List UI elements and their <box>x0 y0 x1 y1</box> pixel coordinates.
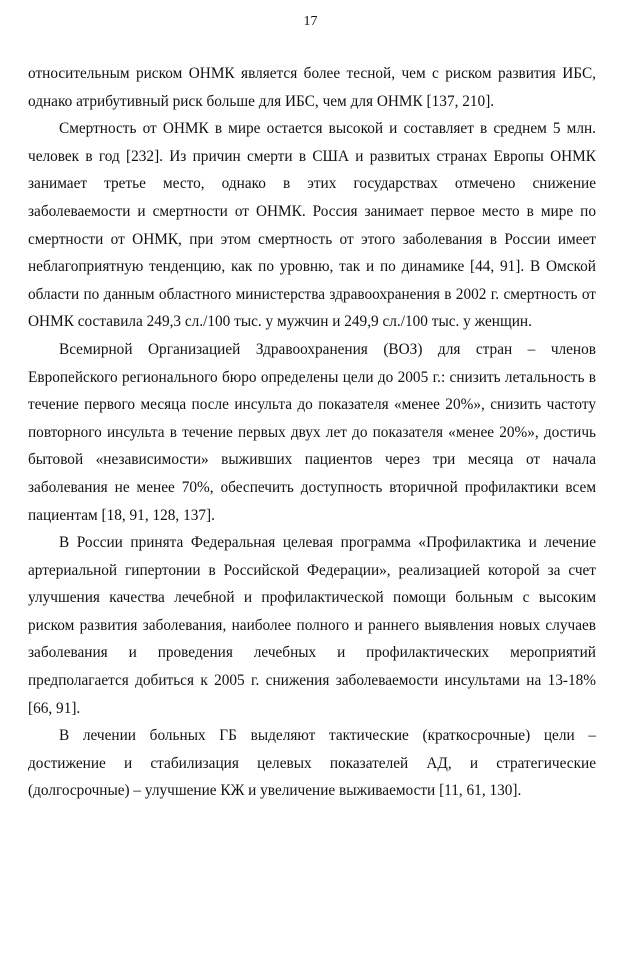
document-body <box>28 60 596 805</box>
paragraph-who-goals: Всемирной Организацией Здравоохранения (ВОЗ) для стран – членов Европейского регионального бюро определены цели до 2005 г.: снизить летальность в течение первого месяца после инсульта до показателя «менее 20%», снизить частоту повторного инсульта в течение первых двух лет до показателя «менее 20%», достичь бытовой «независимости» выживших пациентов через три месяца от начала заболевания не менее 70%, обеспечить доступность вторичной профилактики всем пациентам [18, 91, 128, 137]. <box>28 340 596 524</box>
paragraph-stroke-mortality: Смертность от ОНМК в мире остается высокой и составляет в среднем 5 млн. человек в год [232]. Из причин смерти в США и развитых странах Европы ОНМК занимает третье место, однако в этих государствах отмечено снижение заболеваемости и смертности от ОНМК. Россия занимает первое место в мире по смертности от ОНМК, при этом смертность от этого заболевания в России имеет неблагоприятную тенденцию, как по уровню, так и по динамике [44, 91]. В Омской области по данным областного министерства здравоохранения в 2002 г. смертность от ОНМК составила 249,3 сл./100 тыс. у мужчин и 249,9 сл./100 тыс. у женщин. <box>28 120 596 331</box>
page-number: 17 <box>303 14 318 29</box>
paragraph-federal-program: В России принята Федеральная целевая программа «Профилактика и лечение артериальной гипертонии в Российской Федерации», реализацией которой за счет улучшения качества лечебной и профилактической помощи больным с высоким риском развития заболевания, наиболее полного и раннего выявления новых случаев заболевания и проведения лечебных и профилактических мероприятий предполагается добиться к 2005 г. снижения заболеваемости инсультами на 13-18% [66, 91]. <box>28 534 596 717</box>
paragraph-treatment-goals: В лечении больных ГБ выделяют тактические (краткосрочные) цели – достижение и стабилизация целевых показателей АД, и стратегические (долгосрочные) – улучшение КЖ и увеличение выживаемости [11, 61, 130]. <box>28 727 596 800</box>
paragraph-continuation: относительным риском ОНМК является более тесной, чем с риском развития ИБС, однако атрибутивный риск больше для ИБС, чем для ОНМК [137, 210]. <box>28 65 596 110</box>
